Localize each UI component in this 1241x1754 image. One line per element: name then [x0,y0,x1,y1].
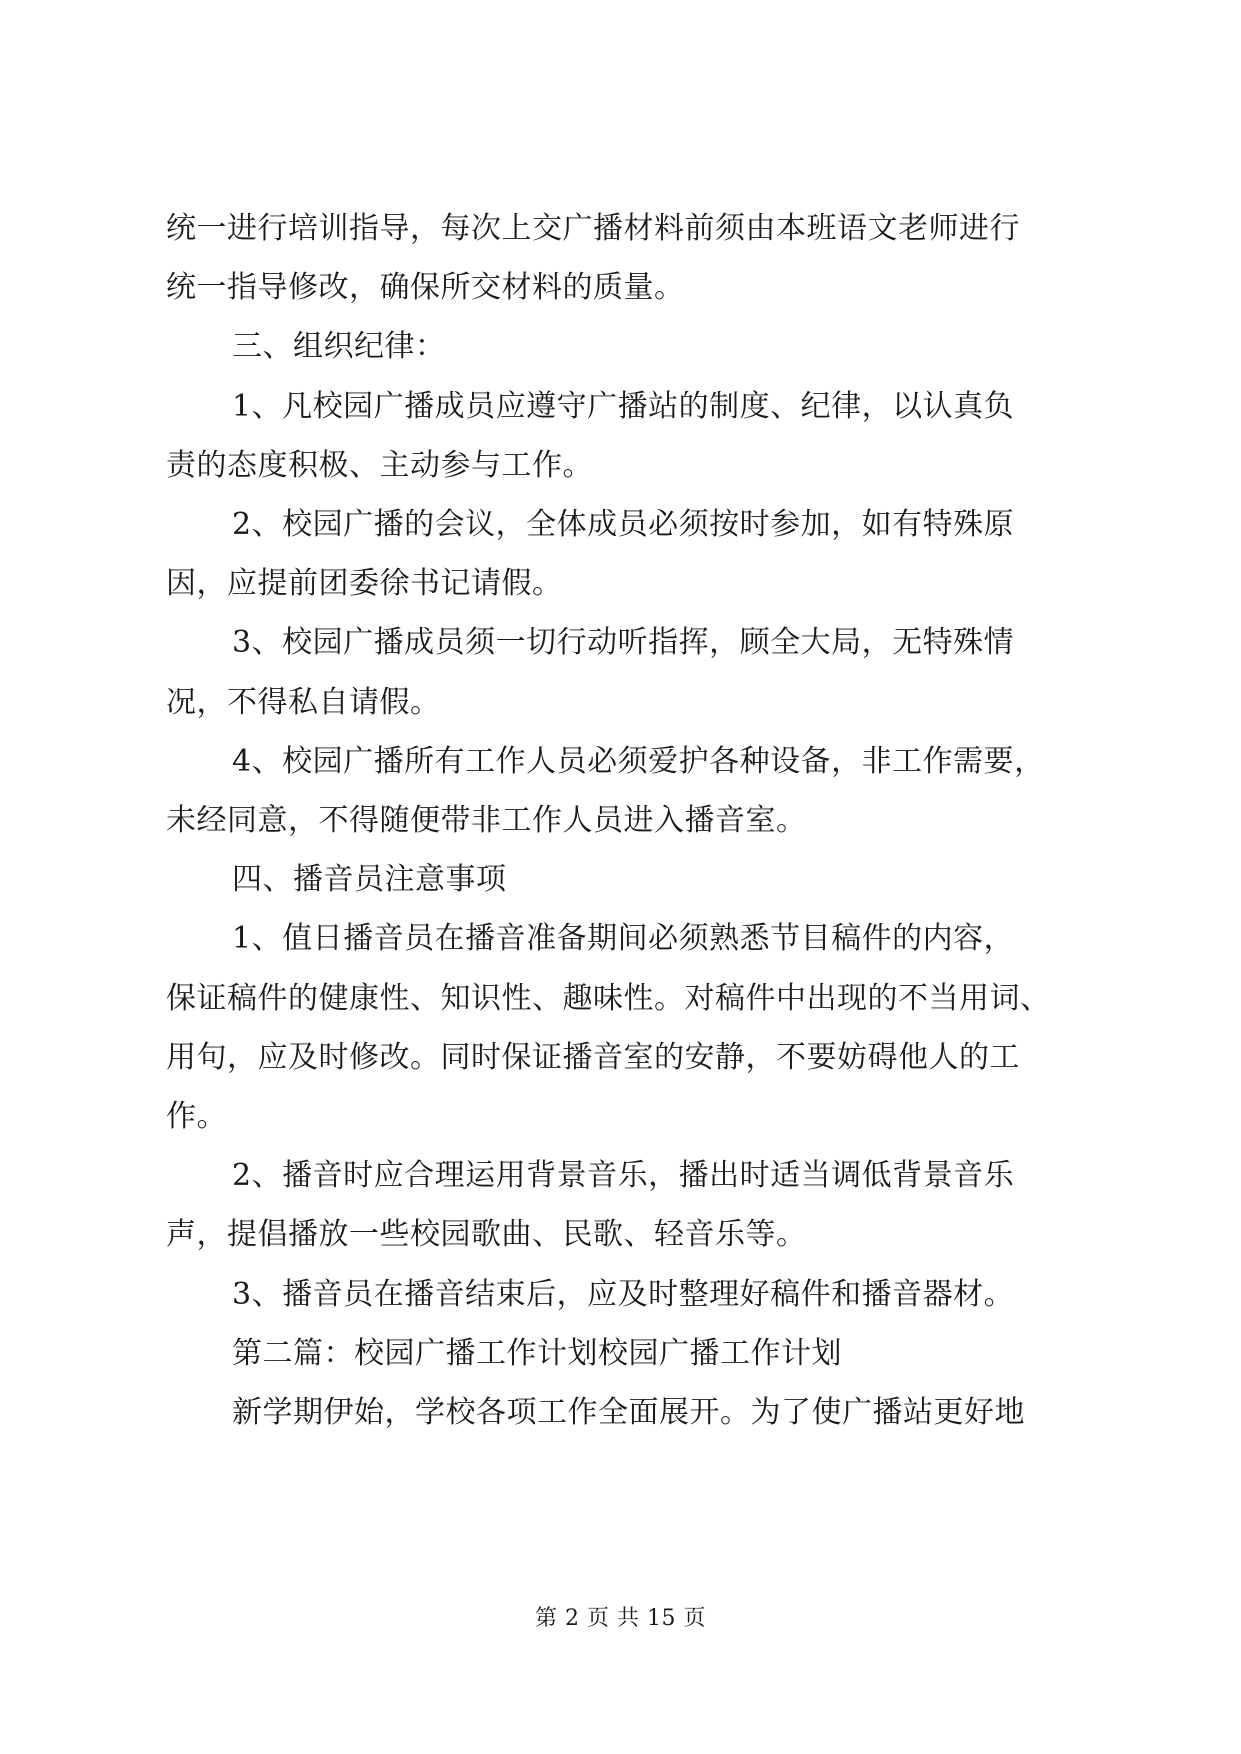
paragraph-line: 1、值日播音员在播音准备期间必须熟悉节目稿件的内容， [232,921,1015,956]
paragraph-line: 保证稿件的健康性、知识性、趣味性。对稿件中出现的不当用词、 [166,981,1051,1016]
paragraph-line: 统一进行培训指导，每次上交广播材料前须由本班语文老师进行 [166,211,1020,246]
paragraph-line: 3、校园广播成员须一切行动听指挥，顾全大局，无特殊情 [232,625,1015,660]
paragraph-line: 用句，应及时修改。同时保证播音室的安静，不要妨碍他人的工 [166,1040,1020,1075]
page-number-footer: 第 2 页 共 15 页 [535,1606,706,1631]
paragraph-line: 未经同意，不得随便带非工作人员进入播音室。 [166,803,807,838]
paragraph-line: 4、校园广播所有工作人员必须爱护各种设备，非工作需要， [232,744,1045,779]
paragraph-line: 声，提倡播放一些校园歌曲、民歌、轻音乐等。 [166,1217,807,1252]
paragraph-line: 作。 [166,1099,227,1134]
paragraph-line: 3、播音员在播音结束后，应及时整理好稿件和播音器材。 [232,1277,1015,1312]
paragraph-line: 况，不得私自请假。 [166,685,441,720]
paragraph-line: 因，应提前团委徐书记请假。 [166,566,563,601]
paragraph-line: 责的态度积极、主动参与工作。 [166,448,593,483]
paragraph-line: 统一指导修改，确保所交材料的质量。 [166,270,685,305]
paragraph-line: 1、凡校园广播成员应遵守广播站的制度、纪律，以认真负 [232,389,1015,424]
paragraph-line: 2、校园广播的会议，全体成员必须按时参加，如有特殊原 [232,507,1015,542]
section-heading: 三、组织纪律： [232,329,446,364]
paragraph-line: 新学期伊始，学校各项工作全面展开。为了使广播站更好地 [232,1395,1025,1430]
article-heading: 第二篇：校园广播工作计划校园广播工作计划 [232,1336,842,1371]
paragraph-line: 2、播音时应合理运用背景音乐，播出时适当调低背景音乐 [232,1158,1015,1193]
section-heading: 四、播音员注意事项 [232,862,507,897]
